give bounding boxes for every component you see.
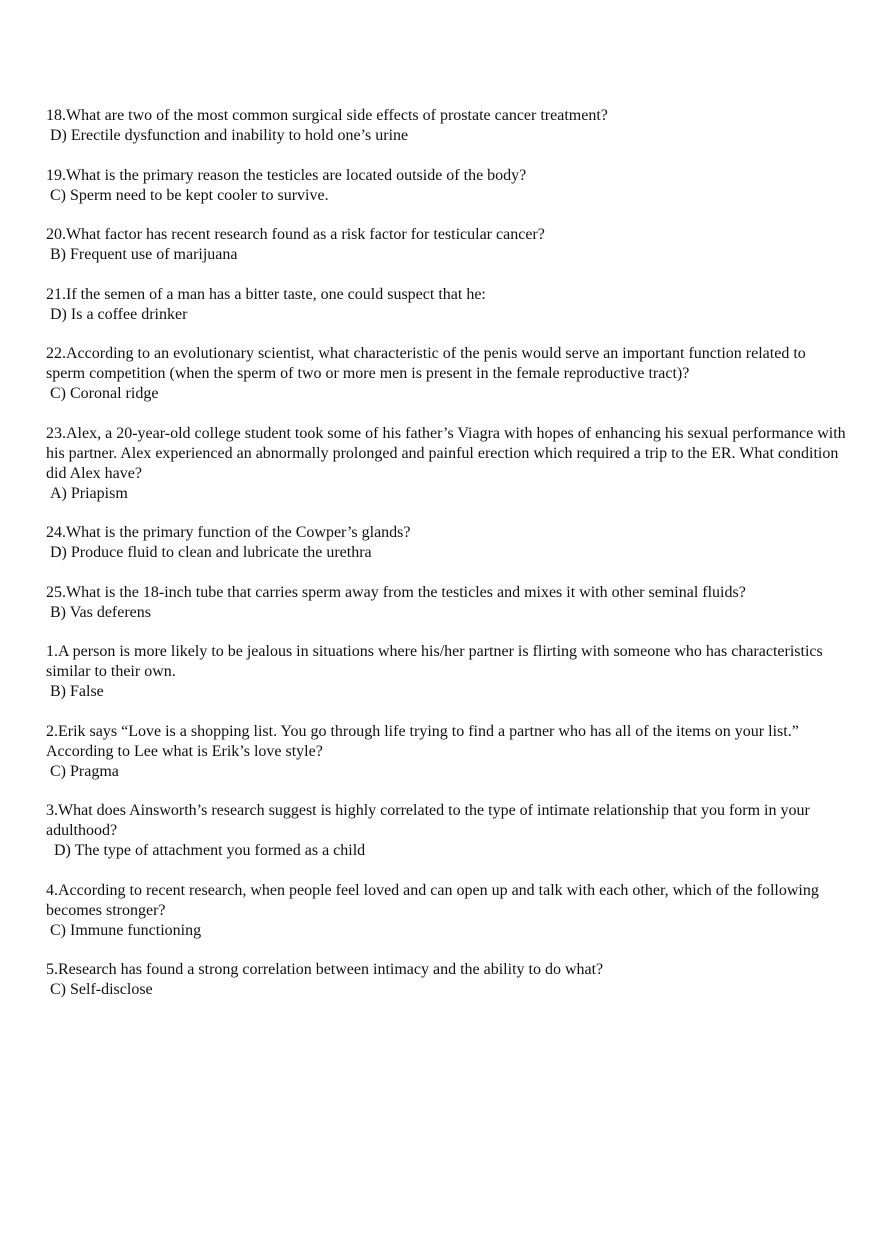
- answer-text: A) Priapism: [50, 484, 128, 502]
- answer-text: C) Immune functioning: [50, 921, 202, 939]
- answer-text: C) Sperm need to be kept cooler to survive.: [50, 186, 329, 204]
- answer-text: B) Vas deferens: [50, 603, 152, 621]
- qa-item-1: [46, 642, 846, 702]
- question-text: 23.Alex, a 20-year-old college student took some of his father’s Viagra with hopes of enhancing his sexual performance with his partner. Alex experienced an abnormally prolonged and painful erection which required a trip to the ER. What condition did Alex have?: [46, 424, 846, 482]
- qa-item-23: [46, 424, 846, 504]
- question-text: 25.What is the 18-inch tube that carries sperm away from the testicles and mixes it with other seminal fluids?: [46, 583, 746, 601]
- qa-item-25: [46, 583, 846, 623]
- answer-text: B) False: [50, 683, 104, 700]
- answer-text: D) Produce fluid to clean and lubricate the urethra: [50, 544, 372, 561]
- answer-text: B) Frequent use of marijuana: [50, 246, 238, 263]
- question-text: 2.Erik says “Love is a shopping list. You go through life trying to find a partner who has all of the items on your list.” According to Lee what is Erik’s love style?: [46, 722, 799, 760]
- question-text: 1.A person is more likely to be jealous in situations where his/her partner is flirting with someone who has characteristics similar to their own.: [46, 643, 823, 680]
- qa-item-3: [46, 801, 846, 861]
- qa-item-22: [46, 344, 846, 404]
- qa-item-19: [46, 166, 846, 206]
- question-text: 18.What are two of the most common surgical side effects of prostate cancer treatment?: [46, 107, 608, 124]
- question-text: 21.If the semen of a man has a bitter taste, one could suspect that he:: [46, 285, 486, 303]
- answer-text: C) Pragma: [50, 762, 119, 780]
- answer-text: D) The type of attachment you formed as a child: [54, 842, 366, 859]
- question-text: 5.Research has found a strong correlation between intimacy and the ability to do what?: [46, 961, 604, 978]
- question-text: 20.What factor has recent research found as a risk factor for testicular cancer?: [46, 226, 545, 243]
- question-text: 19.What is the primary reason the testicles are located outside of the body?: [46, 166, 527, 184]
- question-text: 4.According to recent research, when people feel loved and can open up and talk with each other, which of the following becomes stronger?: [46, 881, 819, 919]
- qa-item-4: [46, 881, 846, 941]
- qa-item-24: [46, 523, 846, 563]
- qa-item-18: [46, 106, 846, 146]
- qa-item-5: [46, 960, 846, 1000]
- document-page: [46, 106, 846, 1020]
- answer-text: C) Self-disclose: [50, 981, 153, 998]
- answer-text: D) Is a coffee drinker: [50, 305, 188, 323]
- answer-text: D) Erectile dysfunction and inability to hold one’s urine: [50, 127, 409, 144]
- question-text: 24.What is the primary function of the Cowper’s glands?: [46, 524, 411, 541]
- question-text: 3.What does Ainsworth’s research suggest is highly correlated to the type of intimate relationship that you form in your adulthood?: [46, 802, 810, 839]
- question-text: 22.According to an evolutionary scientist, what characteristic of the penis would serve an important function related to sperm competition (when the sperm of two or more men is present in the female reproductive tract)?: [46, 345, 806, 382]
- qa-item-20: [46, 225, 846, 265]
- answer-text: C) Coronal ridge: [50, 385, 159, 402]
- qa-item-21: [46, 285, 846, 325]
- qa-item-2: [46, 722, 846, 782]
